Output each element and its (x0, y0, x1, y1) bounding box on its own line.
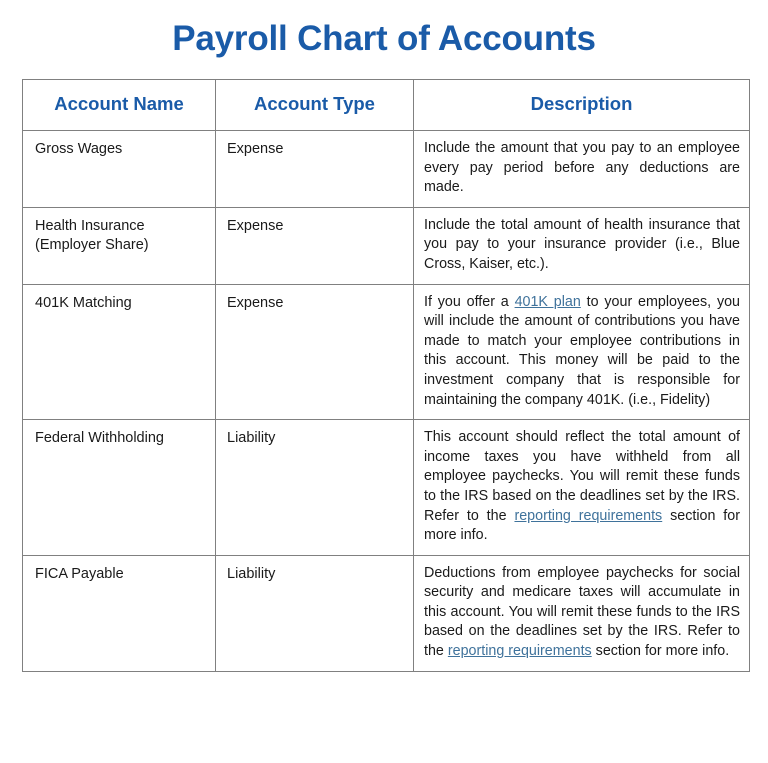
cell-account-name: 401K Matching (23, 284, 216, 420)
table-header (23, 80, 750, 131)
column-header-account-type: Account Type (216, 80, 414, 131)
cell-account-type: Liability (216, 420, 414, 556)
cell-account-name: Federal Withholding (23, 420, 216, 556)
description-text: Include the total amount of health insurance that you pay to your insurance provider (i.e., Blue Cross, Kaiser, etc.). (424, 216, 740, 272)
description-text: If you offer a (424, 293, 515, 310)
description-text: Deductions from employee paychecks for social security and medicare taxes will accumulate in this account. You will remit these funds to the IRS based on the deadlines set by the IRS. Refer to the (424, 564, 740, 660)
cell-account-name: Health Insurance (Employer Share) (23, 207, 216, 284)
table-row (23, 555, 750, 671)
description-link[interactable]: reporting requirements (447, 643, 592, 660)
cell-description (414, 131, 750, 208)
table-body (23, 131, 750, 672)
chart-of-accounts-table-container (22, 79, 749, 672)
table-row (23, 284, 750, 420)
description-text: section for more info. (424, 507, 740, 544)
cell-account-type: Expense (216, 284, 414, 420)
cell-description (414, 420, 750, 556)
description-text: section for more info. (591, 643, 730, 660)
description-text: to your employees, you will include the amount of contributions you have made to match your employee contributions in this account. This money will be paid to the investment company that is responsible for maintaining the company 401K. (i.e., Fidelity) (424, 293, 740, 408)
cell-account-type: Liability (216, 555, 414, 671)
cell-description (414, 207, 750, 284)
table-row (23, 207, 750, 284)
chart-of-accounts-table (22, 79, 750, 672)
cell-description (414, 284, 750, 420)
description-text: This account should reflect the total amount of income taxes you have withheld from all employee paychecks. You will remit these funds to the IRS based on the deadlines set by the IRS. Refer to the (424, 429, 740, 524)
description-text: Include the amount that you pay to an employee every pay period before any deductions are made. (424, 140, 740, 196)
description-link[interactable]: 401K plan (514, 293, 581, 310)
cell-account-type: Expense (216, 207, 414, 284)
cell-description (414, 555, 750, 671)
cell-account-name: FICA Payable (23, 555, 216, 671)
description-link[interactable]: reporting requirements (514, 507, 663, 524)
page-title: Payroll Chart of Accounts (172, 19, 596, 58)
cell-account-name: Gross Wages (23, 131, 216, 208)
cell-account-type: Expense (216, 131, 414, 208)
table-row (23, 131, 750, 208)
column-header-description: Description (414, 80, 750, 131)
table-row (23, 420, 750, 556)
column-header-account-name: Account Name (23, 80, 216, 131)
table-header-row (23, 80, 750, 131)
